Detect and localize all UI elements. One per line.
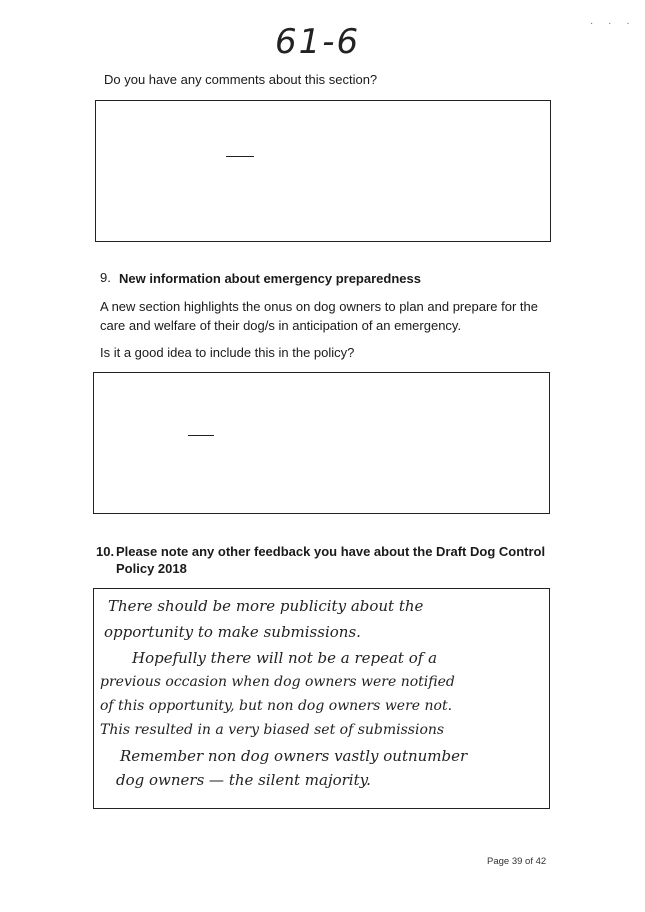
handwritten-line: of this opportunity, but non dog owners were not.: [100, 698, 453, 714]
handwritten-line: This resulted in a very biased set of submissions: [100, 722, 445, 738]
question-10-number: 10.: [96, 544, 115, 559]
question-10-answer-box[interactable]: [93, 588, 550, 809]
question-9-heading: New information about emergency preparedness: [119, 271, 421, 286]
handwritten-line: Remember non dog owners vastly outnumber: [120, 747, 468, 765]
handwritten-line: Hopefully there will not be a repeat of a: [132, 649, 438, 667]
handwritten-line: dog owners — the silent majority.: [116, 771, 371, 789]
handwritten-line: There should be more publicity about the: [108, 597, 424, 615]
question-9-description: A new section highlights the onus on dog owners to plan and prepare for the care and welfare of their dog/s in anticipation of an emergency.: [100, 299, 538, 333]
question-9-prompt: Is it a good idea to include this in the policy?: [100, 345, 355, 360]
question-9-answer-dash: [188, 435, 214, 436]
question-9-number: 9.: [100, 270, 111, 285]
scan-artifact: · · ·: [590, 18, 636, 29]
section-comments-prompt: Do you have any comments about this section?: [104, 72, 378, 87]
page-reference-handwritten: 61-6: [275, 22, 361, 62]
section-comments-answer-dash: [226, 156, 254, 157]
handwritten-line: opportunity to make submissions.: [104, 623, 361, 641]
page-number: Page 39 of 42: [487, 856, 547, 867]
handwritten-line: previous occasion when dog owners were notified: [100, 674, 455, 690]
section-comments-answer-box[interactable]: [95, 100, 551, 242]
question-9-answer-box[interactable]: [93, 372, 550, 514]
question-10-heading-line1: Please note any other feedback you have about the Draft Dog Control: [116, 544, 546, 559]
question-10-heading-line2: Policy 2018: [116, 561, 187, 576]
